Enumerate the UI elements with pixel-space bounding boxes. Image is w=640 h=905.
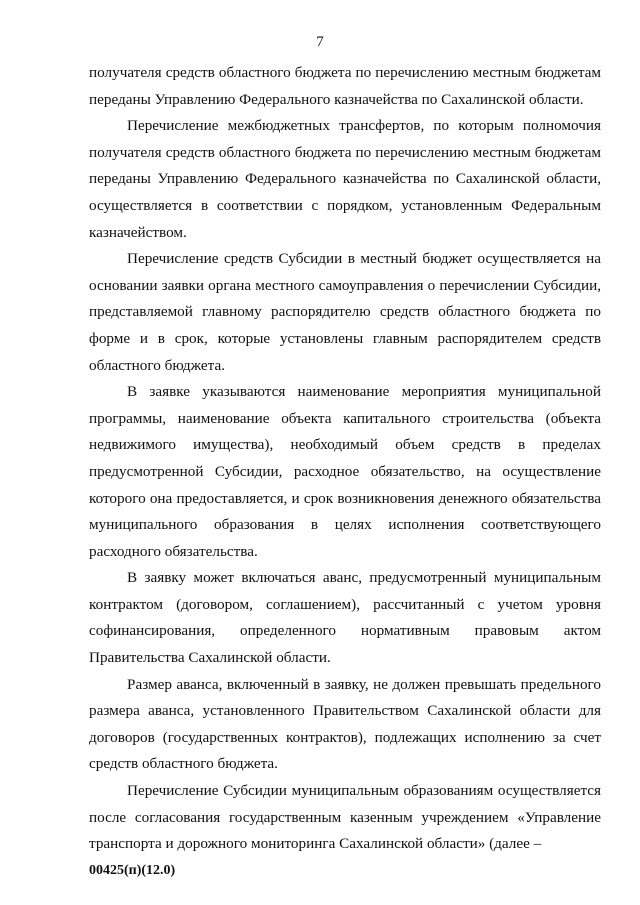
document-code: 00425(п)(12.0) — [89, 863, 176, 878]
paragraph-advance-inclusion: В заявку может включаться аванс, предусмотренный муниципальным контрактом (договором, соглашением), рассчитанный с учетом уровня софинансирования, определенного нормативным правовым актом Правительства Сахалинской области. — [89, 569, 601, 667]
paragraph-subsidy-transfer-basis: Перечисление средств Субсидии в местный бюджет осуществляется на основании заявки органа местного самоуправления о перечислении Субсидии, представляемой главному распорядителю средств областного бюджета по форме и в срок, которые установлены главным распорядителем средств областного бюджета. — [89, 250, 601, 374]
paragraph-continuation: получателя средств областного бюджета по перечислению местным бюджетам переданы Управлению Федерального казначейства по Сахалинской области. — [89, 64, 601, 108]
paragraph-subsidy-approval: Перечисление Субсидии муниципальным образованиям осуществляется после согласования государственным казенным учреждением «Управление транспорта и дорожного мониторинга Сахалинской области» (далее – — [89, 782, 601, 853]
paragraph-interbudget-transfers: Перечисление межбюджетных трансфертов, по которым полномочия получателя средств областного бюджета по перечислению местным бюджетам переданы Управлению Федерального казначейства по Сахалинской области, осуществляется в соответствии с порядком, установленным Федеральным казначейством. — [89, 117, 601, 241]
page-number: 7 — [316, 34, 324, 50]
paragraph-advance-limit: Размер аванса, включенный в заявку, не должен превышать предельного размера аванса, установленного Правительством Сахалинской области для договоров (государственных контрактов), подлежащих исполнению за счет средств областного бюджета. — [89, 675, 601, 773]
paragraph-application-contents: В заявке указываются наименование мероприятия муниципальной программы, наименование объекта капитального строительства (объекта недвижимого имущества), необходимый объем средств в пределах предусмотренной Субсидии, расходное обязательство, на осуществление которого она предоставляется, и срок возникновения денежного обязательства муниципального образования в целях исполнения соответствующего расходного обязательства. — [89, 383, 601, 560]
document-body — [89, 60, 601, 858]
